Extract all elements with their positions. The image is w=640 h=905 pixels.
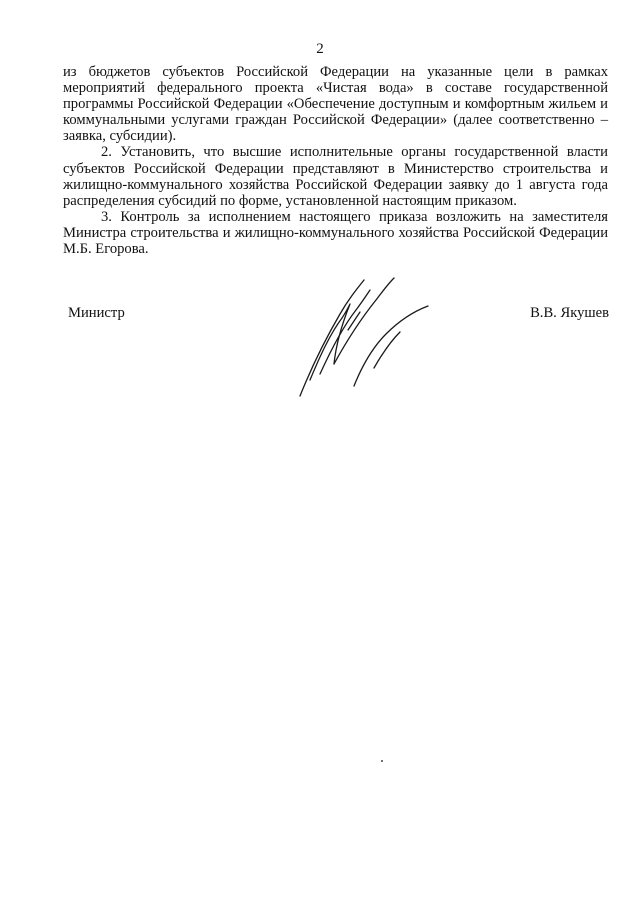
scan-speck — [381, 760, 383, 762]
signatory-position: Министр — [68, 305, 125, 321]
paragraph-item-2: 2. Установить, что высшие исполнительные органы государственной власти субъектов Российской Федерации представляют в Министерство строительства и жилищно-коммунального хозяйства Российской Федерации заявку до 1 августа года распределения субсидий по форме, установленной настоящим приказом. — [63, 144, 608, 209]
document-body — [63, 64, 608, 257]
paragraph-continuation: из бюджетов субъектов Российской Федерации на указанные цели в рамках мероприятий федерального проекта «Чистая вода» в составе государственной программы Российской Федерации «Обеспечение доступным и комфортным жильем и коммунальными услугами граждан Российской Федерации» (далее соответственно – заявка, субсидии). — [63, 64, 608, 145]
handwritten-signature — [290, 268, 440, 402]
signatory-name: В.В. Якушев — [530, 305, 609, 321]
page-number: 2 — [316, 41, 324, 57]
paragraph-item-3: 3. Контроль за исполнением настоящего приказа возложить на заместителя Министра строительства и жилищно-коммунального хозяйства Российской Федерации М.Б. Егорова. — [63, 208, 608, 258]
